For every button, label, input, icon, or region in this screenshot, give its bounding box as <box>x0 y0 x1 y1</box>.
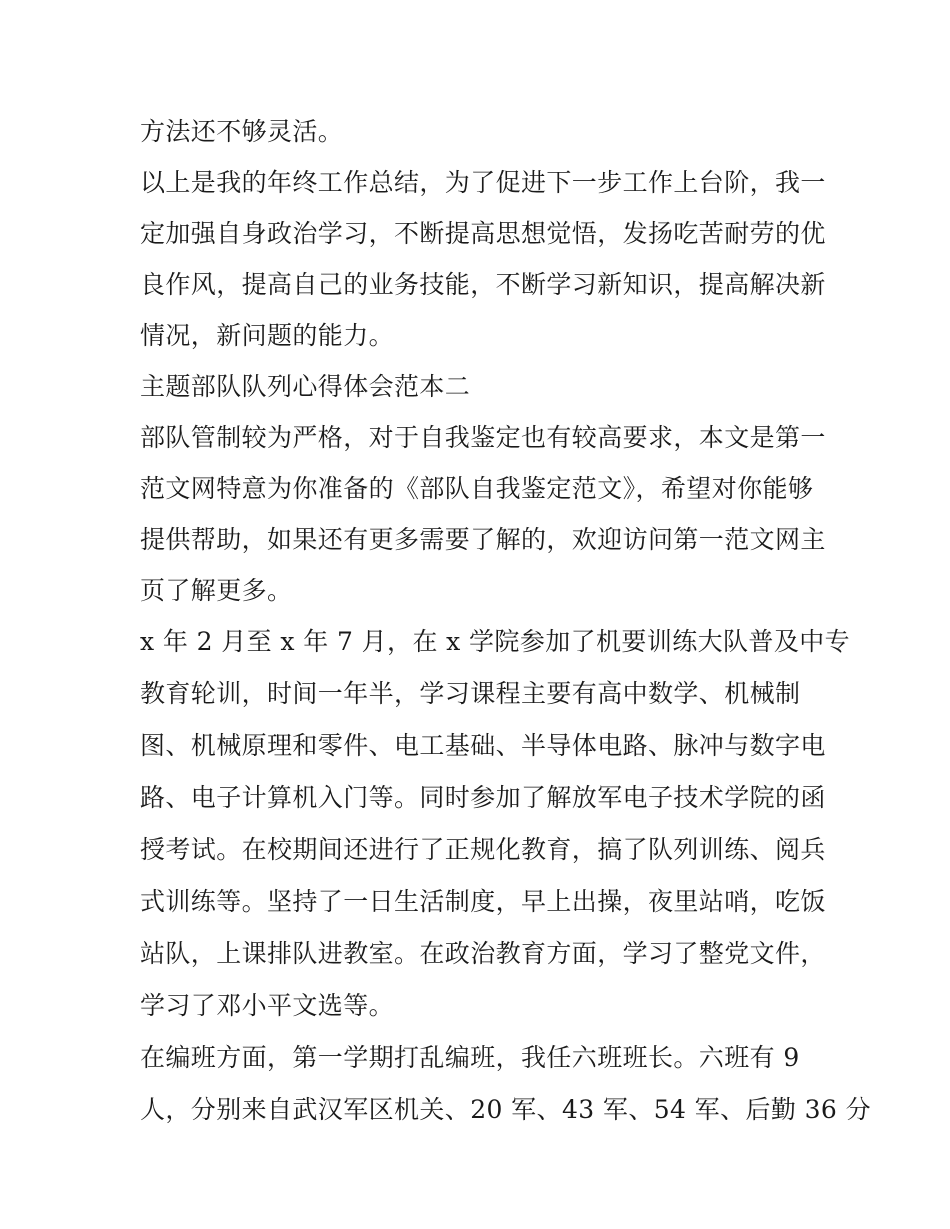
text-line: 情况，新问题的能力。 <box>140 321 395 350</box>
text-line: 人，分别来自武汉军区机关、20 军、43 军、54 军、后勤 36 分 <box>140 1095 871 1124</box>
text-line: 学习了邓小平文选等。 <box>140 991 395 1020</box>
text-line: 定加强自身政治学习，不断提高思想觉悟，发扬吃苦耐劳的优 <box>140 219 826 248</box>
text-line: 图、机械原理和零件、电工基础、半导体电路、脉冲与数字电 <box>140 731 826 760</box>
section-heading: 主题部队队列心得体会范本二 <box>140 372 471 401</box>
text-line: 良作风，提高自己的业务技能，不断学习新知识，提高解决新 <box>140 270 826 299</box>
text-line: x 年 2 月至 x 年 7 月，在 x 学院参加了机要训练大队普及中专 <box>140 627 851 656</box>
text-line: 范文网特意为你准备的《部队自我鉴定范文》，希望对你能够 <box>140 474 814 503</box>
text-line: 路、电子计算机入门等。同时参加了解放军电子技术学院的函 <box>140 783 826 812</box>
text-line: 部队管制较为严格，对于自我鉴定也有较高要求，本文是第一 <box>140 423 826 452</box>
text-line: 授考试。在校期间还进行了正规化教育，搞了队列训练、阅兵 <box>140 835 826 864</box>
text-line: 提供帮助，如果还有更多需要了解的，欢迎访问第一范文网主 <box>140 525 826 554</box>
text-line: 教育轮训，时间一年半，学习课程主要有高中数学、机械制 <box>140 679 801 708</box>
text-line: 式训练等。坚持了一日生活制度，早上出操，夜里站哨，吃饭 <box>140 887 826 916</box>
document-body <box>140 106 871 1136</box>
text-line: 在编班方面，第一学期打乱编班，我任六班班长。六班有 9 <box>140 1043 800 1072</box>
text-line: 站队，上课排队进教室。在政治教育方面，学习了整党文件， <box>140 939 826 968</box>
text-line: 方法还不够灵活。 <box>140 117 344 146</box>
text-line: 页了解更多。 <box>140 576 293 605</box>
text-line: 以上是我的年终工作总结，为了促进下一步工作上台阶，我一 <box>140 168 826 197</box>
